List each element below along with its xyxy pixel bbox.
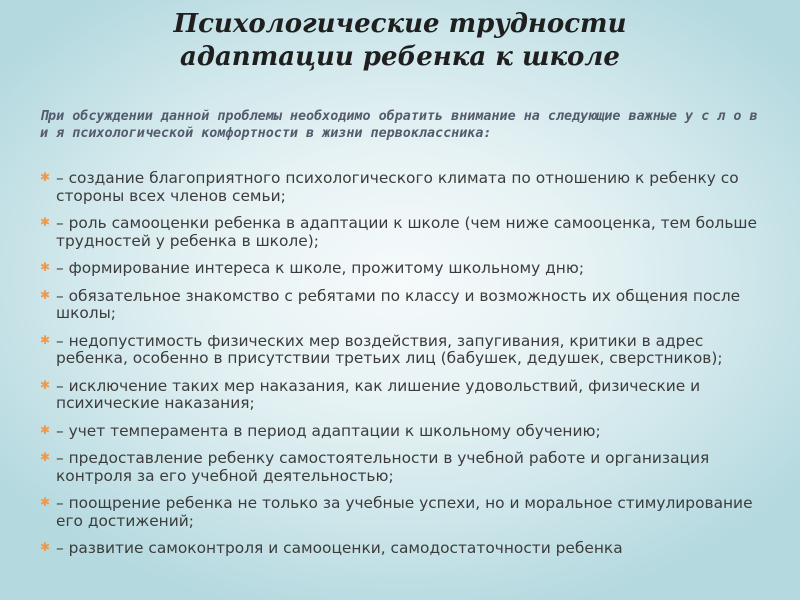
list-item <box>40 170 770 205</box>
list-item <box>40 540 770 558</box>
list-item-text: – предоставление ребенку самостоятельности в учебной работе и организация контроля за его учебной деятельностью; <box>56 449 710 485</box>
intro-text <box>40 108 760 142</box>
star-bullet-icon: ✱ <box>40 215 51 229</box>
star-bullet-icon: ✱ <box>40 260 51 274</box>
star-bullet-icon: ✱ <box>40 170 51 184</box>
list-item <box>40 288 770 323</box>
list-item-text: – создание благоприятного психологического климата по отношению к ребенку со стороны всех членов семьи; <box>56 169 739 205</box>
list-item-text: – обязательное знакомство с ребятами по классу и возможность их общения после школы; <box>56 286 741 322</box>
list-item <box>40 378 770 413</box>
conditions-list <box>40 170 770 568</box>
list-item-text: – поощрение ребенка не только за учебные успехи, но и моральное стимулирование его достижений; <box>56 494 753 530</box>
list-item-text: – недопустимость физических мер воздействия, запугивания, критики в адрес ребенка, особенно в присутствии третьих лиц (бабушек, дедушек, сверстников); <box>56 331 723 367</box>
list-item-text: – формирование интереса к школе, прожитому школьному дню; <box>56 259 585 277</box>
star-bullet-icon: ✱ <box>40 495 51 509</box>
intro-spaced-word: у с л о в и я <box>40 109 758 141</box>
list-item <box>40 333 770 368</box>
list-item <box>40 260 770 278</box>
list-item-text: – роль самооценки ребенка в адаптации к школе (чем ниже самооценка, тем больше трудностей у ребенка в школе); <box>56 214 757 250</box>
title-line-1: Психологические трудности <box>173 9 627 39</box>
title-line-2: адаптации ребенка к школе <box>180 42 620 72</box>
intro-part-2: психологической комфортности в жизни первоклассника: <box>64 126 492 141</box>
list-item-text: – развитие самоконтроля и самооценки, самодостаточности ребенка <box>56 539 623 557</box>
star-bullet-icon: ✱ <box>40 287 51 302</box>
list-item-text: – учет темперамента в период адаптации к школьному обучению; <box>56 421 601 440</box>
star-bullet-icon: ✱ <box>40 540 51 554</box>
slide-title <box>60 8 740 74</box>
star-bullet-icon: ✱ <box>40 332 51 347</box>
star-bullet-icon: ✱ <box>40 377 51 392</box>
list-item <box>40 495 770 530</box>
intro-part-1: При обсуждении данной проблемы необходимо обратить внимание на следующие важные <box>40 109 685 124</box>
list-item <box>40 450 770 485</box>
list-item-text: – исключение таких мер наказания, как лишение удовольствий, физические и психические наказания; <box>56 376 701 412</box>
star-bullet-icon: ✱ <box>40 450 51 464</box>
list-item <box>40 215 770 250</box>
star-bullet-icon: ✱ <box>40 422 51 437</box>
list-item <box>40 423 770 441</box>
